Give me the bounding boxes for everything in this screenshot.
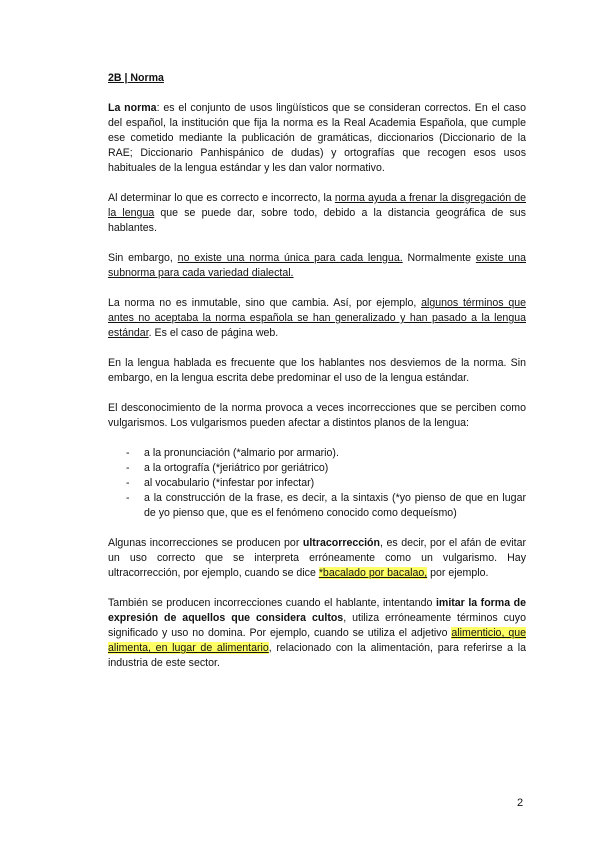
paragraph-vulgarismos: El desconocimiento de la norma provoca a veces incorrecciones que se perciben como vulgarismos. Los vulgarismos pueden afectar a distintos planos de la lengua: (108, 402, 526, 429)
paragraph-norma-definition: La norma: es el conjunto de usos lingüísticos que se consideran correctos. En el caso del español, la institución que fija la norma es la Real Academia Española, que cumple ese cometido mediante la publicación de gramáticas, diccionarios (Diccionario de la RAE; Diccionario Panhispánico de dudas) y ortografías que recogen esos usos habituales de la lengua estándar y les dan valor normativo. (108, 102, 526, 174)
paragraph-imitar-cultos: También se producen incorrecciones cuando el hablante, intentando imitar la forma de expresión de aquellos que considera cultos, utiliza erróneamente términos cuyo significado y uso no domina. Por ejemplo, cuando se utiliza el adjetivo alimenticio, que alimenta, en lugar de alimentario, relacionado con la alimentación, para referirse a la industria de este sector. (108, 597, 527, 669)
term-ultracorreccion: ultracorrección (302, 537, 381, 549)
paragraph-lengua-hablada: En la lengua hablada es frecuente que los hablantes nos desviemos de la norma. Sin embargo, en la lengua escrita debe predominar el uso de la lengua estándar. (108, 357, 526, 384)
term-imitar-forma: imitar la forma de expresión de aquellos que considera cultos (108, 597, 526, 624)
highlighted-example: *bacalado por bacalao, (318, 567, 428, 579)
paragraph-norma-function: Al determinar lo que es correcto e incorrecto, la norma ayuda a frenar la disgregación de la lengua que se puede dar, sobre todo, debido a la distancia geográfica de sus hablantes. (108, 192, 526, 234)
page-content (108, 71, 526, 686)
paragraph-norma-cambia: La norma no es inmutable, sino que cambia. Así, por ejemplo, algunos términos que antes no aceptaba la norma española se han generalizado y han pasado a la lengua estándar. Es el caso de página web. (108, 297, 526, 339)
underlined-phrase: norma ayuda a frenar la disgregación de la lengua (108, 192, 526, 219)
underlined-phrase: algunos términos que antes no aceptaba la norma española se han generalizado y han pasado a la lengua estándar (108, 297, 526, 339)
list-item: - a la ortografía (*jeriátrico por geriátrico) (126, 462, 329, 474)
underlined-phrase: no existe una norma única para cada lengua. (177, 252, 403, 264)
term-la-norma: La norma (108, 102, 157, 114)
paragraph-ultracorreccion: Algunas incorrecciones se producen por ultracorrección, es decir, por el afán de evitar un uso correcto que se interpreta erróneamente como un vulgarismo. Hay ultracorrección, por ejemplo, cuando se dice *bacalado por bacalao, por ejemplo. (108, 537, 526, 579)
page-number: 2 (517, 797, 524, 809)
list-item: - a la construcción de la frase, es decir, a la sintaxis (*yo pienso de que en lugar de yo pienso que, que es el fenómeno conocido como dequeísmo) (126, 492, 526, 519)
section-heading: 2B | Norma (108, 72, 164, 84)
highlighted-example: alimenticio, que alimenta, en lugar de alimentario (108, 627, 527, 654)
paragraph-subnorma: Sin embargo, no existe una norma única para cada lengua. Normalmente existe una subnorma para cada variedad dialectal. (108, 252, 527, 279)
list-item: - al vocabulario (*infestar por infectar) (126, 477, 315, 489)
vulgarismos-list (108, 446, 526, 521)
underlined-phrase: existe una subnorma para cada variedad dialectal. (108, 252, 527, 279)
list-item: - a la pronunciación (*almario por armario). (126, 447, 339, 459)
